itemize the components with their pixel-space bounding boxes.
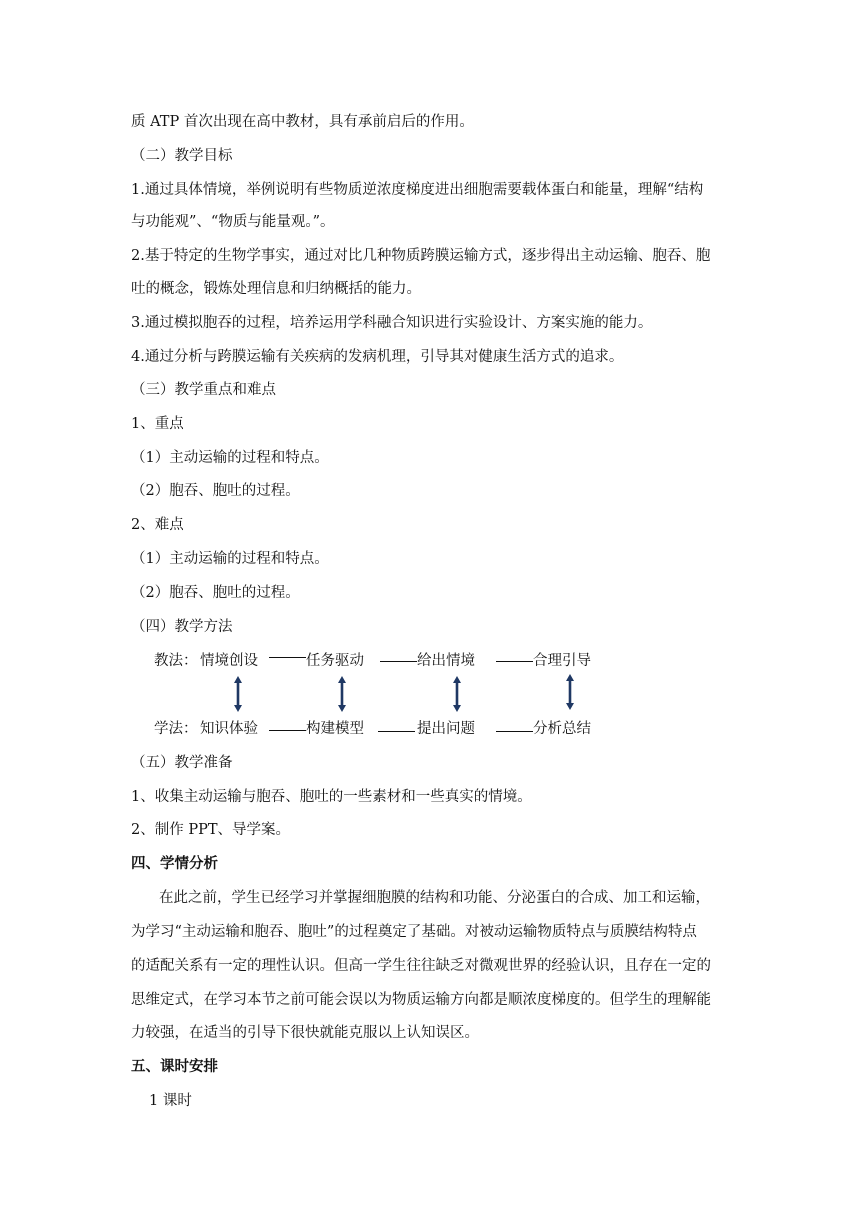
learn-method-item: 分析总结 <box>533 721 591 737</box>
teach-method-item: 给出情境 <box>417 653 475 669</box>
connector-line <box>269 730 306 731</box>
text-line: 2.基于特定的生物学事实，通过对比几种物质跨膜运输方式，逐步得出主动运输、胞吞、胞 <box>131 248 711 264</box>
teach-method-item: 情境创设 <box>200 653 258 669</box>
double-arrow-icon <box>338 676 346 712</box>
schedule-text: 1 课时 <box>149 1093 192 1109</box>
text-line: 吐的概念，锻炼处理信息和归纳概括的能力。 <box>131 281 421 297</box>
text-line: 2、难点 <box>131 517 184 533</box>
paragraph-line: 为学习“主动运输和胞吞、胞吐”的过程奠定了基础。对被动运输物质特点与质膜结构特点 <box>131 924 697 940</box>
paragraph-line: 的适配关系有一定的理性认识。但高一学生往往缺乏对微观世界的经验认识，且存在一定的 <box>131 958 711 974</box>
text-line: 质 ATP 首次出现在高中教材，具有承前启后的作用。 <box>131 114 474 130</box>
text-line: （1）主动运输的过程和特点。 <box>131 450 329 466</box>
double-arrow-icon <box>566 674 574 710</box>
teach-method-item: 合理引导 <box>533 653 591 669</box>
subheading-objectives: （二）教学目标 <box>131 148 233 164</box>
paragraph-line: 力较强，在适当的引导下很快就能克服以上认知误区。 <box>131 1025 479 1041</box>
text-line: 1.通过具体情境，举例说明有些物质逆浓度梯度进出细胞需要载体蛋白和能量，理解“结构 <box>131 182 704 198</box>
subheading-preparation: （五）教学准备 <box>131 755 233 771</box>
connector-line <box>496 731 533 732</box>
learn-method-item: 构建模型 <box>306 721 364 737</box>
text-line: 1、重点 <box>131 416 184 432</box>
learn-method-label: 学法： <box>154 721 198 737</box>
paragraph-line: 思维定式，在学习本节之前可能会误以为物质运输方向都是顺浓度梯度的。但学生的理解能 <box>131 992 711 1008</box>
text-line: 1、收集主动运输与胞吞、胞吐的一些素材和一些真实的情境。 <box>131 789 532 805</box>
text-line: （2）胞吞、胞吐的过程。 <box>131 585 300 601</box>
text-line: （1）主动运输的过程和特点。 <box>131 551 329 567</box>
text-line: 4.通过分析与跨膜运输有关疾病的发病机理，引导其对健康生活方式的追求。 <box>131 349 624 365</box>
connector-line <box>378 731 415 732</box>
connector-line <box>380 661 417 662</box>
connector-line <box>496 661 533 662</box>
text-line: 与功能观”、“物质与能量观。”。 <box>131 214 335 230</box>
teach-method-label: 教法： <box>154 653 198 669</box>
section-heading-schedule: 五、课时安排 <box>131 1058 218 1075</box>
double-arrow-icon <box>234 676 242 712</box>
connector-line <box>269 657 306 658</box>
learn-method-item: 知识体验 <box>200 721 258 737</box>
learn-method-item: 提出问题 <box>417 721 475 737</box>
subheading-key-points: （三）教学重点和难点 <box>131 382 276 398</box>
teach-method-item: 任务驱动 <box>306 653 364 669</box>
double-arrow-icon <box>453 676 461 712</box>
text-line: 2、制作 PPT、导学案。 <box>131 822 291 838</box>
text-line: （2）胞吞、胞吐的过程。 <box>131 483 300 499</box>
text-line: 3.通过模拟胞吞的过程，培养运用学科融合知识进行实验设计、方案实施的能力。 <box>131 315 653 331</box>
paragraph-line: 在此之前，学生已经学习并掌握细胞膜的结构和功能、分泌蛋白的合成、加工和运输， <box>159 890 710 906</box>
section-heading-student-analysis: 四、学情分析 <box>131 855 218 872</box>
subheading-methods: （四）教学方法 <box>131 619 233 635</box>
